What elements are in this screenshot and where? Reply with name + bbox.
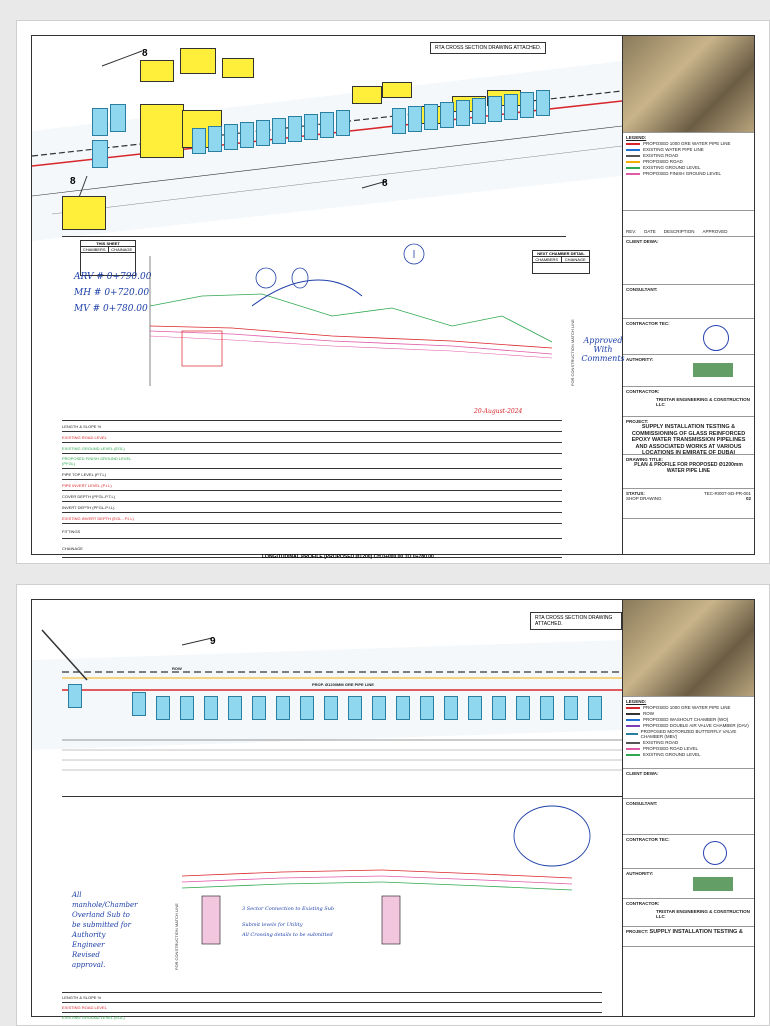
annotation-tag — [180, 48, 216, 74]
utility-tag — [192, 128, 206, 154]
profile-data-rows — [62, 992, 602, 1022]
contractor-tec-section — [623, 319, 754, 355]
col-chambers: CHAMBERS — [535, 257, 559, 262]
drawing-title: PLAN & PROFILE FOR PROPOSED Ø1200mm WATER PIPE LINE — [634, 462, 743, 474]
legend-item: PROPOSED FINISH GROUND LEVEL — [643, 171, 722, 176]
data-row — [62, 490, 562, 501]
row-label: EXISTING ROAD LEVEL — [62, 1005, 107, 1010]
client-section — [623, 237, 754, 285]
legend-item: EXISTING GROUND LEVEL — [643, 165, 701, 170]
col-chainage: CHAINAGE — [108, 247, 136, 252]
row-label: INVERT DEPTH (PFGL-P.I.L) — [62, 504, 115, 510]
contractor-tec-label: CONTRACTOR TEC: — [626, 837, 670, 842]
legend-item: PROPOSED ROAD — [643, 159, 683, 164]
project-title: SUPPLY INSTALLATION TESTING & COMMISSIONING OF GLASS REINFORCED EPOXY WATER TRANSMISSION PIPELINES AND ASSOCIATED WORKS AT VARIOUS LOCATIONS IN EMIRATE OF DUBAI — [631, 424, 746, 456]
next-chamber-title: NEXT CHAMBER DETAIL — [533, 251, 589, 257]
utility-tag — [540, 696, 554, 720]
rta-logo-icon — [693, 363, 733, 377]
approval-stamp-icon — [703, 325, 729, 351]
drawing-title-section — [623, 455, 754, 489]
drawing-sheet-1 — [16, 20, 770, 564]
data-row — [62, 420, 562, 431]
data-row — [62, 431, 562, 442]
data-row — [62, 468, 562, 479]
handwritten-note: MV # 0+780.00 — [74, 304, 148, 314]
contractor-section — [623, 387, 754, 417]
utility-tag — [348, 696, 362, 720]
rev-col: REV. — [626, 229, 637, 234]
match-line-label: FOR CONSTRUCTION MATCH LINE — [174, 903, 179, 970]
utility-tag — [224, 124, 238, 150]
handwritten-note: All manhole/Chamber Overland Sub to be submitted for Authority Engineer Revised approval. — [72, 891, 138, 969]
svg-text:8: 8 — [142, 48, 148, 59]
contractor-name: TRISTAR ENGINEERING & CONSTRUCTION LLC — [656, 909, 750, 919]
rev-col: APPROVED — [702, 229, 728, 234]
utility-tag — [320, 112, 334, 138]
revision-table — [623, 211, 754, 237]
utility-tag — [288, 116, 302, 142]
plan-and-profile-area — [32, 600, 623, 1020]
client-section — [623, 769, 754, 799]
svg-text:8: 8 — [70, 176, 76, 187]
status-value: SHOP DRAWING — [626, 496, 662, 501]
utility-tag — [472, 98, 486, 124]
utility-tag — [324, 696, 338, 720]
legend-item: PROPOSED 1000 GRE WATER PIPE LINE — [643, 141, 731, 146]
legend-title: LEGEND: — [626, 699, 647, 704]
utility-tag — [520, 92, 534, 118]
utility-tag — [204, 696, 218, 720]
utility-tag — [440, 102, 454, 128]
utility-tag — [252, 696, 266, 720]
utility-tag — [492, 696, 506, 720]
utility-tag — [396, 696, 410, 720]
annotation-tag — [140, 104, 184, 158]
approval-handwriting: Approved With Comments — [581, 336, 625, 363]
authority-label: AUTHORITY: — [626, 357, 654, 362]
rta-logo-icon — [693, 877, 733, 891]
svg-text:8: 8 — [382, 178, 388, 189]
svg-text:9: 9 — [210, 636, 216, 647]
utility-tag — [444, 696, 458, 720]
annotation-tag — [352, 86, 382, 104]
utility-tag — [392, 108, 406, 134]
sheet-frame — [31, 599, 755, 1020]
title-block — [623, 36, 754, 554]
client-label: CLIENT DEWA: — [626, 239, 659, 244]
row-label: EXISTING GROUND LEVEL (EGL) — [62, 445, 125, 451]
drawing-sheet-2 — [16, 584, 770, 1026]
utility-tag — [276, 696, 290, 720]
utility-tag — [372, 696, 386, 720]
project-label: PROJECT: — [626, 419, 649, 424]
row-label: CHAINAGE — [62, 545, 83, 551]
consultant-label: CONSULTANT: — [626, 287, 658, 292]
row-label: LENGTH & SLOPE % — [62, 423, 102, 429]
utility-tag — [208, 126, 222, 152]
utility-tag — [468, 696, 482, 720]
legend-item: PROPOSED DOUBLE AIR VALVE CHAMBER (DAV) — [643, 723, 749, 728]
utility-tag — [588, 696, 602, 720]
utility-tag — [132, 692, 146, 716]
location-map-thumbnail — [623, 36, 754, 133]
contractor-tec-section — [623, 835, 754, 869]
rev-col: DATE — [644, 229, 656, 234]
handwritten-note: All Crossing details to be submitted — [242, 932, 333, 938]
utility-tag — [516, 696, 530, 720]
utility-tag — [456, 100, 470, 126]
utility-tag — [424, 104, 438, 130]
contractor-name: TRISTAR ENGINEERING & CONSTRUCTION LLC — [656, 397, 750, 407]
data-row — [62, 479, 562, 490]
title-block — [623, 600, 754, 1016]
location-map-thumbnail — [623, 600, 754, 697]
data-row — [62, 501, 562, 512]
data-row — [62, 523, 562, 538]
handwritten-note: 3 Sector Connection to Existing Sub — [242, 906, 335, 912]
annotation-tag — [222, 58, 254, 78]
legend-item: PROPOSED MOTORIZED BUTTERFLY VALVE CHAMBER (MBV) — [640, 729, 737, 739]
legend-item: ROW — [643, 711, 654, 716]
utility-tag — [504, 94, 518, 120]
utility-tag — [408, 106, 422, 132]
handwritten-note: ARV # 0+790.00 — [74, 272, 152, 282]
annotation-tag — [62, 196, 106, 230]
status-section — [623, 489, 754, 519]
data-row — [62, 442, 562, 453]
row-label: LENGTH & SLOPE % — [62, 995, 102, 1000]
utility-tag — [336, 110, 350, 136]
legend-item: EXISTING ROAD — [643, 153, 679, 158]
data-row — [62, 1012, 602, 1022]
utility-tag — [420, 696, 434, 720]
consultant-section — [623, 285, 754, 319]
sheet-frame — [31, 35, 755, 560]
legend-item: EXISTING WATER PIPE LINE — [643, 147, 704, 152]
data-row — [62, 992, 602, 1002]
approval-stamp-icon — [703, 841, 727, 865]
handwritten-note: MH # 0+720.00 — [74, 288, 150, 298]
utility-tag — [228, 696, 242, 720]
utility-tag — [68, 684, 82, 708]
utility-tag — [92, 140, 108, 168]
legend-title: LEGEND: — [626, 135, 647, 140]
row-label: ROW — [172, 666, 182, 671]
utility-tag — [536, 90, 550, 116]
row-label: PROPOSED FINISH GROUND LEVEL (PFGL) — [62, 456, 132, 466]
row-label: COVER DEPTH (PFGL-P.T.L) — [62, 493, 116, 499]
utility-tag — [240, 122, 254, 148]
utility-tag — [156, 696, 170, 720]
row-label: EXISTING ROAD LEVEL — [62, 434, 107, 440]
utility-tag — [180, 696, 194, 720]
consultant-section — [623, 799, 754, 835]
utility-tag — [272, 118, 286, 144]
longitudinal-profile-graph — [32, 236, 622, 416]
project-section — [623, 417, 754, 455]
match-line-label: FOR CONSTRUCTION MATCH LINE — [570, 319, 575, 386]
client-label: CLIENT DEWA: — [626, 771, 659, 776]
utility-tag — [256, 120, 270, 146]
utility-tag — [110, 104, 126, 132]
data-row — [62, 512, 562, 523]
contractor-label: CONTRACTOR: — [626, 389, 660, 394]
status-label: STATUS: — [626, 491, 645, 496]
annotation-tag — [382, 82, 412, 98]
authority-label: AUTHORITY: — [626, 871, 654, 876]
legend-item: PROPOSED 1000 GRE WATER PIPE LINE — [643, 705, 731, 710]
approval-date: 20-August-2024 — [474, 408, 523, 415]
drawing-title-label: DRAWING TITLE: — [626, 457, 663, 462]
row-label: PIPE TOP LEVEL (P.T.L) — [62, 471, 107, 477]
handwritten-note: Submit levels for Utility — [242, 922, 303, 928]
legend-section — [623, 133, 754, 211]
row-label: PIPE INVERT LEVEL (P.I.L) — [62, 482, 112, 488]
project-title: SUPPLY INSTALLATION TESTING & — [649, 929, 743, 935]
contractor-section — [623, 899, 754, 927]
data-row — [62, 453, 562, 468]
legend-item: EXISTING ROAD — [643, 740, 679, 745]
rta-note-box: RTA CROSS SECTION DRAWING ATTACHED. — [430, 42, 546, 54]
data-row — [62, 1002, 602, 1012]
legend-item: PROPOSED WASHOUT CHAMBER (WO) — [643, 717, 729, 722]
contractor-label: CONTRACTOR: — [626, 901, 660, 906]
authority-section — [623, 869, 754, 899]
rev-col: DESCRIPTION — [663, 229, 695, 234]
col-chambers: CHAMBERS — [82, 247, 106, 252]
legend-item: EXISTING GROUND LEVEL — [643, 752, 701, 757]
legend-item: PROPOSED ROAD LEVEL — [643, 746, 699, 751]
utility-tag — [304, 114, 318, 140]
profile-caption: LONGITUDINAL PROFILE (PROPOSED Ø1200) CH.0+000.00 TO 0+780.00 — [262, 554, 434, 560]
row-label: EXISTING INVERT DEPTH (EGL - P.I.L) — [62, 515, 134, 521]
col-chainage: CHAINAGE — [561, 257, 590, 262]
contractor-tec-label: CONTRACTOR TEC: — [626, 321, 670, 326]
utility-tag — [564, 696, 578, 720]
row-label: EXISTING GROUND LEVEL (EGL) — [62, 1015, 125, 1020]
consultant-label: CONSULTANT: — [626, 801, 658, 806]
row-label: FITTINGS — [62, 528, 81, 534]
this-sheet-title: THIS SHEET — [81, 241, 135, 247]
legend-section — [623, 697, 754, 769]
authority-section — [623, 355, 754, 387]
drawing-number: TEC-RI007-SD-PR-001 — [703, 491, 751, 496]
project-label: PROJECT: — [626, 929, 649, 934]
annotation-tag — [140, 60, 174, 82]
plan-and-profile-area — [32, 36, 625, 560]
utility-tag — [300, 696, 314, 720]
utility-tag — [488, 96, 502, 122]
profile-data-rows — [62, 420, 562, 558]
project-section — [623, 927, 754, 947]
pipe-label: PROP. Ø1200MM GRE PIPE LINE — [312, 682, 374, 687]
utility-tag — [92, 108, 108, 136]
rta-note-box: RTA CROSS SECTION DRAWING ATTACHED. — [530, 612, 622, 630]
sheet-number: 02 — [745, 496, 751, 501]
